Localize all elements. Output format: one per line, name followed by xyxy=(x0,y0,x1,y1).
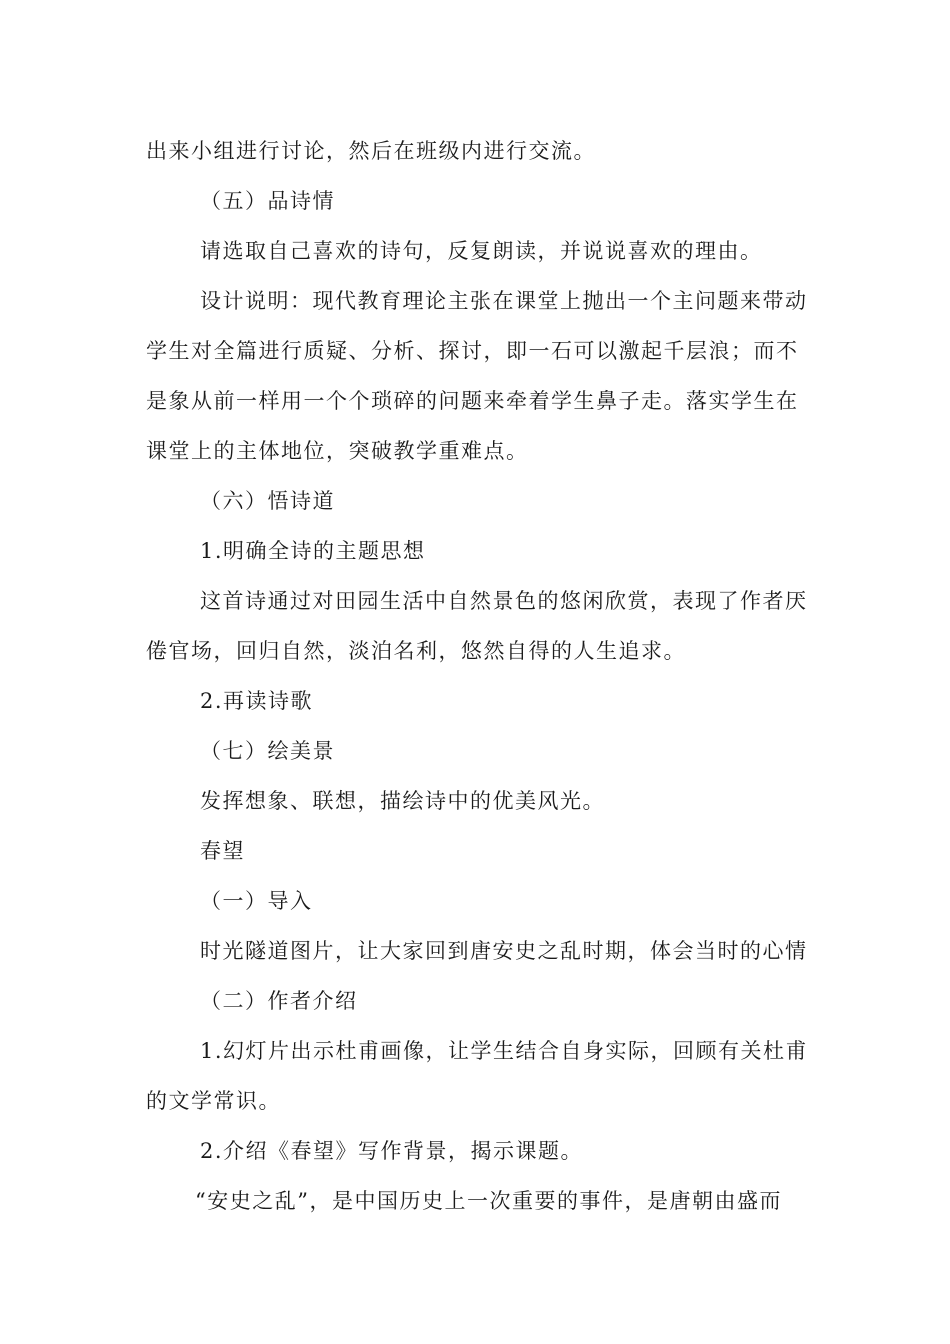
section-heading-2: （二）作者介绍 xyxy=(200,989,358,1013)
section-heading-6: （六）悟诗道 xyxy=(200,489,335,513)
list-item: 1.幻灯片出示杜甫画像，让学生结合自身实际，回顾有关杜甫 xyxy=(200,1039,809,1063)
paragraph-line: “安史之乱”，是中国历史上一次重要的事件，是唐朝由盛而 xyxy=(195,1189,782,1213)
paragraph-line: 请选取自己喜欢的诗句，反复朗读，并说说喜欢的理由。 xyxy=(200,239,763,263)
list-item: 2.介绍《春望》写作背景，揭示课题。 xyxy=(200,1139,584,1163)
paragraph-line: 的文学常识。 xyxy=(146,1089,281,1113)
paragraph-line: 设计说明：现代教育理论主张在课堂上抛出一个主问题来带动 xyxy=(200,289,808,313)
section-heading-5: （五）品诗情 xyxy=(200,189,335,213)
section-heading-7: （七）绘美景 xyxy=(200,739,335,763)
paragraph-line: 发挥想象、联想，描绘诗中的优美风光。 xyxy=(200,789,605,813)
paragraph-line: 学生对全篇进行质疑、分析、探讨，即一石可以激起千层浪；而不 xyxy=(146,339,799,363)
paragraph-line: 这首诗通过对田园生活中自然景色的悠闲欣赏，表现了作者厌 xyxy=(200,589,808,613)
paragraph-line: 是象从前一样用一个个琐碎的问题来牵着学生鼻子走。落实学生在 xyxy=(146,389,799,413)
paragraph-line: 时光隧道图片，让大家回到唐安史之乱时期，体会当时的心情 xyxy=(200,939,808,963)
paragraph-line: 课堂上的主体地位，突破教学重难点。 xyxy=(146,439,529,463)
paragraph-line: 出来小组进行讨论，然后在班级内进行交流。 xyxy=(146,139,596,163)
paragraph-line: 倦官场，回归自然，淡泊名利，悠然自得的人生追求。 xyxy=(146,639,686,663)
section-heading-1: （一）导入 xyxy=(200,889,313,913)
list-item: 1.明确全诗的主题思想 xyxy=(200,539,426,563)
lesson-title: 春望 xyxy=(200,839,245,863)
list-item: 2.再读诗歌 xyxy=(200,689,314,713)
